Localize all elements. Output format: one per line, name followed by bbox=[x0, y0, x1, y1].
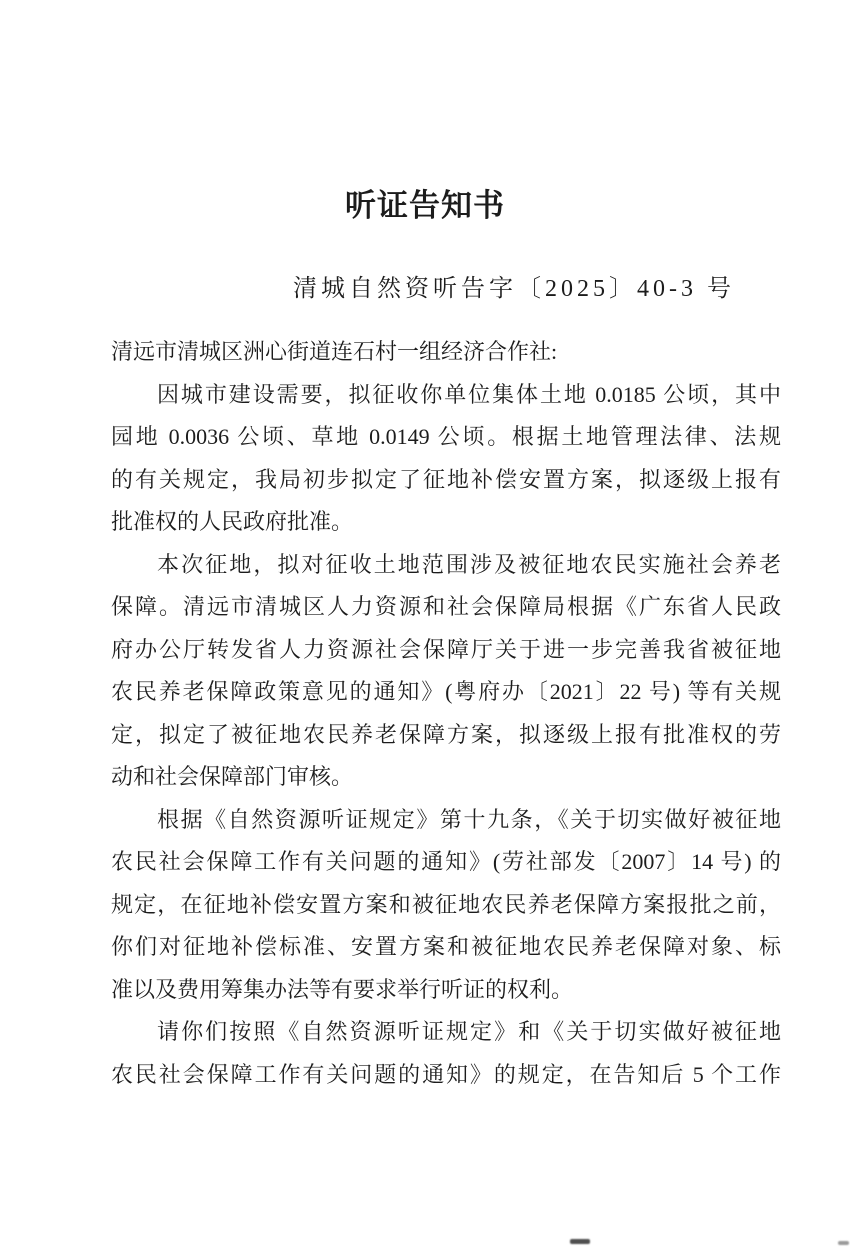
paragraph-1-line-2: 园地 0.0036 公顷、草地 0.0149 公顷。根据土地管理法律、法规 bbox=[111, 424, 781, 449]
paragraph-2-line-1: 本次征地，拟对征收土地范围涉及被征地农民实施社会养老 bbox=[157, 551, 781, 577]
paragraph-4-line-1: 请你们按照《自然资源听证规定》和《关于切实做好被征地 bbox=[157, 1019, 781, 1044]
paragraph-2-line-2: 保障。清远市清城区人力资源和社会保障局根据《广东省人民政 bbox=[111, 594, 781, 619]
paragraph-3-line-2: 农民社会保障工作有关问题的通知》(劳社部发〔2007〕14 号) 的 bbox=[111, 849, 781, 874]
paragraph-2-line-6: 动和社会保障部门审核。 bbox=[111, 764, 354, 789]
document-title: 听证告知书 bbox=[345, 188, 505, 223]
document-body bbox=[111, 331, 781, 1096]
paragraph-1-line-4: 批准权的人民政府批准。 bbox=[111, 509, 354, 534]
scan-artifact bbox=[838, 1241, 849, 1245]
paragraph-4-line-2: 农民社会保障工作有关问题的通知》的规定，在告知后 5 个工作 bbox=[111, 1061, 781, 1087]
paragraph-1-line-1: 因城市建设需要，拟征收你单位集体土地 0.0185 公顷，其中 bbox=[157, 381, 781, 407]
paragraph-3-line-5: 准以及费用筹集办法等有要求举行听证的权利。 bbox=[111, 976, 574, 1002]
paragraph-1-line-3: 的有关规定，我局初步拟定了征地补偿安置方案，拟逐级上报有 bbox=[111, 466, 781, 492]
document-number: 清城自然资听告字〔2025〕40-3 号 bbox=[293, 276, 735, 302]
paragraph-3-line-4: 你们对征地补偿标准、安置方案和被征地农民养老保障对象、标 bbox=[111, 934, 781, 959]
paragraph-3-line-3: 规定，在征地补偿安置方案和被征地农民养老保障方案报批之前， bbox=[111, 891, 781, 917]
paragraph-2-line-5: 定，拟定了被征地农民养老保障方案，拟逐级上报有批准权的劳 bbox=[111, 721, 781, 747]
paragraph-3-line-1: 根据《自然资源听证规定》第十九条，《关于切实做好被征地 bbox=[157, 806, 781, 832]
addressee-line: 清远市清城区洲心街道连石村一组经济合作社: bbox=[111, 339, 558, 364]
paragraph-2-line-3: 府办公厅转发省人力资源社会保障厅关于进一步完善我省被征地 bbox=[111, 636, 781, 662]
scan-artifact bbox=[570, 1239, 590, 1244]
paragraph-2-line-4: 农民养老保障政策意见的通知》(粤府办〔2021〕22 号) 等有关规 bbox=[111, 679, 781, 704]
